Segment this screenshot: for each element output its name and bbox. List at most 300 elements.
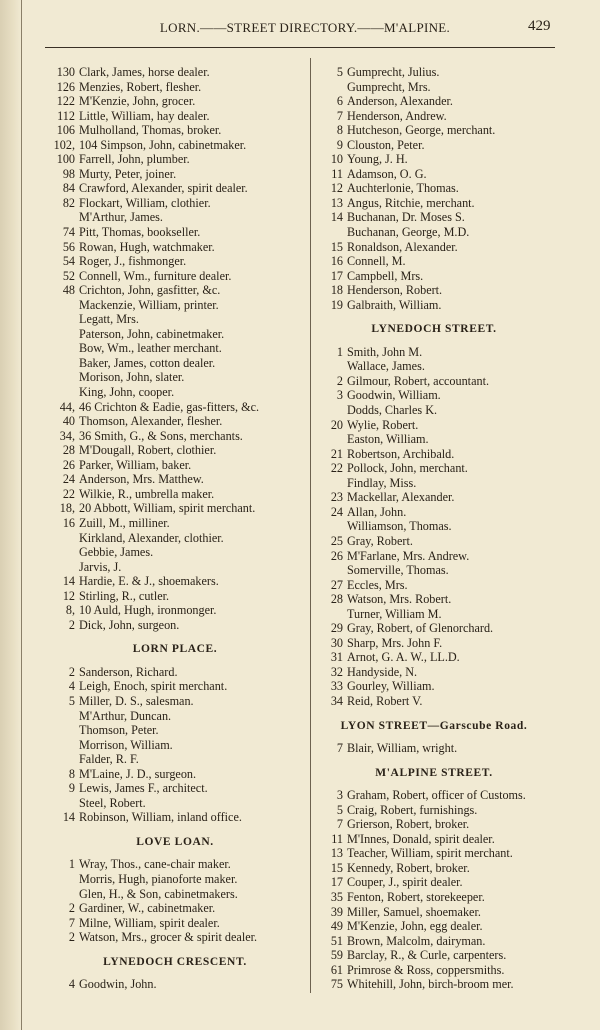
house-number — [44, 327, 79, 342]
resident-entry: Adamson, O. G. — [347, 166, 427, 181]
resident-entry: M'Dougall, Robert, clothier. — [79, 443, 217, 458]
house-number: 2 — [336, 373, 343, 388]
resident-entry: Jarvis, J. — [79, 559, 122, 574]
resident-entry: Anderson, Mrs. Matthew. — [79, 472, 204, 487]
resident-entry: M'Arthur, Duncan. — [79, 708, 172, 723]
house-number — [44, 560, 79, 575]
house-number: 56 — [62, 239, 75, 254]
section-heading-lorn-place: LORN PLACE. — [132, 643, 218, 656]
house-number: 23 — [330, 490, 343, 505]
directory-entry — [312, 418, 556, 433]
directory-entry — [44, 810, 306, 825]
house-number: 40 — [62, 414, 75, 429]
resident-entry: Henderson, Robert. — [347, 283, 443, 298]
directory-entry — [44, 65, 306, 80]
directory-entry — [44, 545, 306, 560]
house-number: 7 — [336, 741, 343, 756]
house-number: 34 — [330, 693, 343, 708]
resident-entry: Allan, John. — [347, 504, 407, 519]
directory-entry — [312, 388, 556, 403]
header-rule — [45, 47, 555, 48]
house-number — [312, 476, 347, 491]
house-number — [312, 225, 347, 240]
house-number — [312, 607, 347, 622]
directory-entry — [312, 934, 556, 949]
house-number: 17 — [330, 875, 343, 890]
resident-entry: Reid, Robert V. — [347, 693, 423, 708]
malpine-street-entries — [312, 788, 556, 992]
house-number: 29 — [330, 621, 343, 636]
lynedoch-street-entries — [312, 345, 556, 709]
house-number: 75 — [330, 977, 343, 992]
directory-entry — [44, 901, 306, 916]
resident-entry: Farrell, John, plumber. — [79, 152, 190, 167]
resident-entry: Buchanan, George, M.D. — [347, 225, 470, 240]
directory-entry — [44, 210, 306, 225]
directory-entry — [44, 796, 306, 811]
directory-entry — [44, 665, 306, 680]
resident-entry: Barclay, R., & Curle, carpenters. — [347, 948, 507, 963]
house-number: 15 — [330, 239, 343, 254]
directory-entry — [312, 817, 556, 832]
house-number — [44, 545, 79, 560]
directory-entry — [44, 857, 306, 872]
resident-entry: Gray, Robert. — [347, 533, 413, 548]
resident-entry: Murty, Peter, joiner. — [79, 166, 177, 181]
directory-entry — [312, 861, 556, 876]
directory-entry — [44, 531, 306, 546]
resident-entry: Glen, H., & Son, cabinetmakers. — [79, 886, 238, 901]
directory-entry — [312, 803, 556, 818]
directory-entry — [312, 875, 556, 890]
house-number: 25 — [330, 533, 343, 548]
house-number — [312, 80, 347, 95]
continued-entries — [312, 65, 556, 312]
directory-entry — [44, 872, 306, 887]
lorn-place-entries — [44, 665, 306, 825]
directory-entry — [312, 167, 556, 182]
directory-entry — [44, 80, 306, 95]
house-number: 112 — [57, 108, 75, 123]
resident-entry: Anderson, Alexander. — [347, 94, 453, 109]
lyon-street-entries — [312, 741, 556, 756]
resident-entry: Stirling, R., cutler. — [79, 588, 170, 603]
resident-entry: Fenton, Robert, storekeeper. — [347, 889, 485, 904]
directory-entry — [44, 781, 306, 796]
resident-entry: Gebbie, James. — [79, 545, 154, 560]
house-number: 16 — [62, 515, 75, 530]
house-number: 2 — [68, 930, 75, 945]
love-loan-entries — [44, 857, 306, 944]
directory-entry — [312, 225, 556, 240]
resident-entry: Primrose & Ross, coppersmiths. — [347, 962, 505, 977]
house-number: 5 — [336, 802, 343, 817]
resident-entry: Angus, Ritchie, merchant. — [347, 195, 475, 210]
resident-entry: 46 Crichton & Eadie, gas-fitters, &c. — [79, 399, 260, 414]
page-number: 429 — [528, 18, 551, 34]
house-number: 2 — [68, 617, 75, 632]
house-number — [44, 796, 79, 811]
resident-entry: Roger, J., fishmonger. — [79, 254, 187, 269]
house-number: 49 — [330, 919, 343, 934]
directory-entry — [312, 283, 556, 298]
house-number: 126 — [56, 79, 75, 94]
house-number: 4 — [68, 977, 75, 992]
directory-entry — [312, 919, 556, 934]
resident-entry: Morrison, William. — [79, 737, 173, 752]
directory-entry — [312, 432, 556, 447]
directory-entry — [312, 403, 556, 418]
section-heading-lynedoch-crescent: LYNEDOCH CRESCENT. — [103, 955, 247, 968]
directory-entry — [312, 846, 556, 861]
directory-entry — [44, 472, 306, 487]
directory-entry — [312, 109, 556, 124]
house-number: 24 — [330, 504, 343, 519]
directory-entry — [312, 80, 556, 95]
house-number: 14 — [62, 810, 75, 825]
resident-entry: Arnot, G. A. W., LL.D. — [347, 650, 460, 665]
resident-entry: Thomson, Alexander, flesher. — [79, 414, 223, 429]
directory-entry — [312, 963, 556, 978]
left-column — [44, 65, 306, 992]
resident-entry: Falder, R. F. — [79, 752, 139, 767]
directory-entry — [312, 563, 556, 578]
directory-entry — [44, 752, 306, 767]
directory-entry — [312, 788, 556, 803]
directory-entry — [44, 709, 306, 724]
directory-entry — [44, 298, 306, 313]
resident-entry: Goodwin, William. — [347, 388, 441, 403]
directory-entry — [44, 443, 306, 458]
house-number: 10 — [330, 152, 343, 167]
house-number — [312, 519, 347, 534]
resident-entry: Hardie, E. & J., shoemakers. — [79, 574, 219, 589]
house-number: 22 — [62, 486, 75, 501]
resident-entry: Goodwin, John. — [79, 977, 157, 992]
house-number — [44, 752, 79, 767]
directory-entry — [312, 534, 556, 549]
house-number: 5 — [336, 65, 343, 79]
house-number: 13 — [330, 195, 343, 210]
directory-entry — [312, 905, 556, 920]
house-number: 44, — [59, 399, 75, 414]
resident-entry: Connell, M. — [347, 254, 406, 269]
directory-entry — [44, 356, 306, 371]
house-number: 28 — [62, 443, 75, 458]
house-number: 31 — [330, 650, 343, 665]
lynedoch-crescent-entries — [44, 977, 306, 992]
house-number — [312, 359, 347, 374]
directory-entry — [312, 741, 556, 756]
resident-entry: Craig, Robert, furnishings. — [347, 802, 478, 817]
resident-entry: M'Laine, J. D., surgeon. — [79, 766, 197, 781]
directory-entry — [44, 603, 306, 618]
house-number: 106 — [56, 123, 75, 138]
directory-entry — [312, 94, 556, 109]
house-number: 4 — [68, 679, 75, 694]
directory-entry — [44, 767, 306, 782]
house-number: 48 — [62, 283, 75, 298]
house-number: 11 — [331, 831, 343, 846]
column-divider — [310, 58, 311, 993]
resident-entry: Wallace, James. — [347, 359, 425, 374]
resident-entry: Eccles, Mrs. — [347, 577, 408, 592]
house-number: 26 — [62, 457, 75, 472]
house-number: 8, — [65, 603, 75, 618]
house-number: 14 — [330, 210, 343, 225]
directory-entry — [44, 738, 306, 753]
house-number: 7 — [336, 108, 343, 123]
resident-entry: Ronaldson, Alexander. — [347, 239, 458, 254]
section-heading-lyon-street: LYON STREET—Garscube Road. — [340, 719, 528, 732]
resident-entry: Flockart, William, clothier. — [79, 195, 211, 210]
resident-entry: Gumprecht, Julius. — [347, 65, 440, 79]
house-number — [44, 531, 79, 546]
resident-entry: Morris, Hugh, pianoforte maker. — [79, 871, 238, 886]
directory-entry — [44, 930, 306, 945]
house-number: 26 — [330, 548, 343, 563]
directory-entry — [44, 694, 306, 709]
house-number: 39 — [330, 904, 343, 919]
resident-entry: Crichton, John, gasfitter, &c. — [79, 283, 221, 298]
directory-entry — [44, 560, 306, 575]
running-header: LORN.——STREET DIRECTORY.——M'ALPINE. — [159, 20, 451, 35]
directory-entry — [44, 916, 306, 931]
resident-entry: Clark, James, horse dealer. — [79, 65, 210, 79]
directory-entry — [312, 578, 556, 593]
directory-entry — [312, 181, 556, 196]
resident-entry: Clouston, Peter. — [347, 137, 425, 152]
resident-entry: Auchterlonie, Thomas. — [347, 181, 459, 196]
directory-entry — [312, 490, 556, 505]
house-number — [44, 370, 79, 385]
directory-entry — [312, 549, 556, 564]
resident-entry: Handyside, N. — [347, 664, 418, 679]
resident-entry: Paterson, John, cabinetmaker. — [79, 326, 225, 341]
directory-entry — [44, 589, 306, 604]
house-number: 54 — [62, 254, 75, 269]
resident-entry: 20 Abbott, William, spirit merchant. — [79, 501, 256, 516]
house-number: 6 — [336, 94, 343, 109]
resident-entry: Somerville, Thomas. — [347, 563, 449, 578]
resident-entry: Connell, Wm., furniture dealer. — [79, 268, 232, 283]
directory-entry — [44, 887, 306, 902]
directory-entry — [312, 461, 556, 476]
directory-entry — [44, 181, 306, 196]
directory-entry — [44, 167, 306, 182]
directory-entry — [312, 607, 556, 622]
directory-entry — [44, 312, 306, 327]
house-number: 82 — [62, 195, 75, 210]
resident-entry: Turner, William M. — [347, 606, 442, 621]
house-number — [312, 563, 347, 578]
directory-entry — [312, 476, 556, 491]
directory-entry — [312, 694, 556, 709]
house-number: 2 — [68, 664, 75, 679]
house-number: 18 — [330, 283, 343, 298]
house-number — [312, 403, 347, 418]
resident-entry: Hutcheson, George, merchant. — [347, 123, 496, 138]
house-number: 14 — [62, 574, 75, 589]
resident-entry: Thomson, Peter. — [79, 723, 159, 738]
directory-entry — [312, 679, 556, 694]
directory-entry — [312, 621, 556, 636]
directory-entry — [44, 225, 306, 240]
directory-entry — [312, 123, 556, 138]
resident-entry: Sharp, Mrs. John F. — [347, 635, 443, 650]
directory-entry — [44, 977, 306, 992]
house-number — [44, 210, 79, 225]
binding-edge — [21, 0, 22, 1030]
section-heading-malpine-street: M'ALPINE STREET. — [375, 766, 493, 779]
house-number — [44, 872, 79, 887]
directory-entry — [44, 516, 306, 531]
resident-entry: Lewis, James F., architect. — [79, 781, 208, 796]
directory-entry — [312, 138, 556, 153]
directory-entry — [44, 574, 306, 589]
house-number — [44, 312, 79, 327]
house-number: 7 — [68, 915, 75, 930]
house-number: 34, — [59, 428, 75, 443]
house-number — [44, 298, 79, 313]
house-number: 19 — [330, 297, 343, 312]
directory-entry — [44, 370, 306, 385]
resident-entry: King, John, cooper. — [79, 385, 175, 400]
resident-entry: Brown, Malcolm, dairyman. — [347, 933, 486, 948]
directory-entry — [44, 487, 306, 502]
resident-entry: Henderson, Andrew. — [347, 108, 447, 123]
house-number: 102, — [53, 137, 75, 152]
directory-entry — [44, 109, 306, 124]
resident-entry: Wylie, Robert. — [347, 417, 419, 432]
house-number: 35 — [330, 889, 343, 904]
house-number: 21 — [330, 446, 343, 461]
resident-entry: Robertson, Archibald. — [347, 446, 455, 461]
directory-entry — [44, 429, 306, 444]
resident-entry: Steel, Robert. — [79, 795, 146, 810]
resident-entry: 36 Smith, G., & Sons, merchants. — [79, 428, 243, 443]
resident-entry: Crawford, Alexander, spirit dealer. — [79, 181, 248, 196]
directory-entry — [312, 948, 556, 963]
directory-entry — [44, 723, 306, 738]
house-number: 32 — [330, 664, 343, 679]
house-number — [44, 385, 79, 400]
house-number — [44, 709, 79, 724]
resident-entry: Young, J. H. — [347, 152, 408, 167]
resident-entry: Galbraith, William. — [347, 297, 442, 312]
directory-entry — [312, 65, 556, 80]
resident-entry: Campbell, Mrs. — [347, 268, 424, 283]
resident-entry: Mulholland, Thomas, broker. — [79, 123, 222, 138]
resident-entry: Rowan, Hugh, watchmaker. — [79, 239, 215, 254]
directory-entry — [312, 519, 556, 534]
directory-entry — [44, 123, 306, 138]
house-number — [44, 887, 79, 902]
house-number: 130 — [56, 65, 75, 79]
resident-entry: Milne, William, spirit dealer. — [79, 915, 220, 930]
resident-entry: Findlay, Miss. — [347, 475, 417, 490]
resident-entry: Kirkland, Alexander, clothier. — [79, 530, 224, 545]
resident-entry: Mackenzie, William, printer. — [79, 297, 219, 312]
house-number: 52 — [62, 268, 75, 283]
directory-entry — [312, 592, 556, 607]
directory-entry — [44, 254, 306, 269]
directory-entry — [312, 977, 556, 992]
directory-entry — [44, 341, 306, 356]
page-gutter — [0, 0, 22, 1030]
house-number: 3 — [336, 788, 343, 803]
resident-entry: M'Kenzie, John, grocer. — [79, 94, 196, 109]
resident-entry: M'Kenzie, John, egg dealer. — [347, 919, 483, 934]
resident-entry: Williamson, Thomas. — [347, 519, 452, 534]
resident-entry: Dodds, Charles K. — [347, 403, 438, 418]
resident-entry: Baker, James, cotton dealer. — [79, 355, 216, 370]
resident-entry: Smith, John M. — [347, 344, 423, 359]
directory-entry — [44, 458, 306, 473]
house-number: 18, — [59, 501, 75, 516]
directory-entry — [312, 152, 556, 167]
directory-entry — [312, 254, 556, 269]
resident-entry: Dick, John, surgeon. — [79, 617, 180, 632]
resident-entry: Gumprecht, Mrs. — [347, 79, 431, 94]
resident-entry: Gilmour, Robert, accountant. — [347, 373, 490, 388]
directory-entry — [312, 345, 556, 360]
house-number: 8 — [68, 766, 75, 781]
house-number — [44, 723, 79, 738]
house-number: 3 — [336, 388, 343, 403]
directory-entry — [312, 636, 556, 651]
resident-entry: Sanderson, Richard. — [79, 664, 178, 679]
resident-entry: Kennedy, Robert, broker. — [347, 860, 470, 875]
resident-entry: Miller, D. S., salesman. — [79, 693, 194, 708]
house-number: 22 — [330, 461, 343, 476]
resident-entry: Watson, Mrs. Robert. — [347, 592, 452, 607]
resident-entry: Gray, Robert, of Glenorchard. — [347, 621, 494, 636]
resident-entry: Gourley, William. — [347, 679, 435, 694]
resident-entry: Morison, John, slater. — [79, 370, 185, 385]
house-number: 1 — [336, 344, 343, 359]
directory-entry — [44, 269, 306, 284]
house-number: 7 — [336, 817, 343, 832]
directory-entry — [312, 359, 556, 374]
resident-entry: Graham, Robert, officer of Customs. — [347, 788, 526, 803]
resident-entry: 10 Auld, Hugh, ironmonger. — [79, 603, 217, 618]
house-number: 15 — [330, 860, 343, 875]
resident-entry: Gardiner, W., cabinetmaker. — [79, 901, 216, 916]
house-number: 12 — [330, 181, 343, 196]
directory-entry — [312, 196, 556, 211]
directory-entry — [44, 240, 306, 255]
directory-entry — [44, 327, 306, 342]
house-number: 8 — [336, 123, 343, 138]
directory-entry — [44, 283, 306, 298]
directory-entry — [312, 650, 556, 665]
resident-entry: Robinson, William, inland office. — [79, 810, 242, 825]
house-number — [44, 341, 79, 356]
resident-entry: M'Arthur, James. — [79, 210, 163, 225]
resident-entry: Buchanan, Dr. Moses S. — [347, 210, 465, 225]
directory-entry — [44, 679, 306, 694]
house-number: 2 — [68, 901, 75, 916]
resident-entry: Whitehill, John, birch-broom mer. — [347, 977, 514, 992]
house-number: 1 — [68, 857, 75, 872]
house-number: 122 — [56, 94, 75, 109]
house-number: 20 — [330, 417, 343, 432]
directory-entry — [312, 210, 556, 225]
house-number: 51 — [330, 933, 343, 948]
house-number: 24 — [62, 472, 75, 487]
directory-entry — [312, 240, 556, 255]
